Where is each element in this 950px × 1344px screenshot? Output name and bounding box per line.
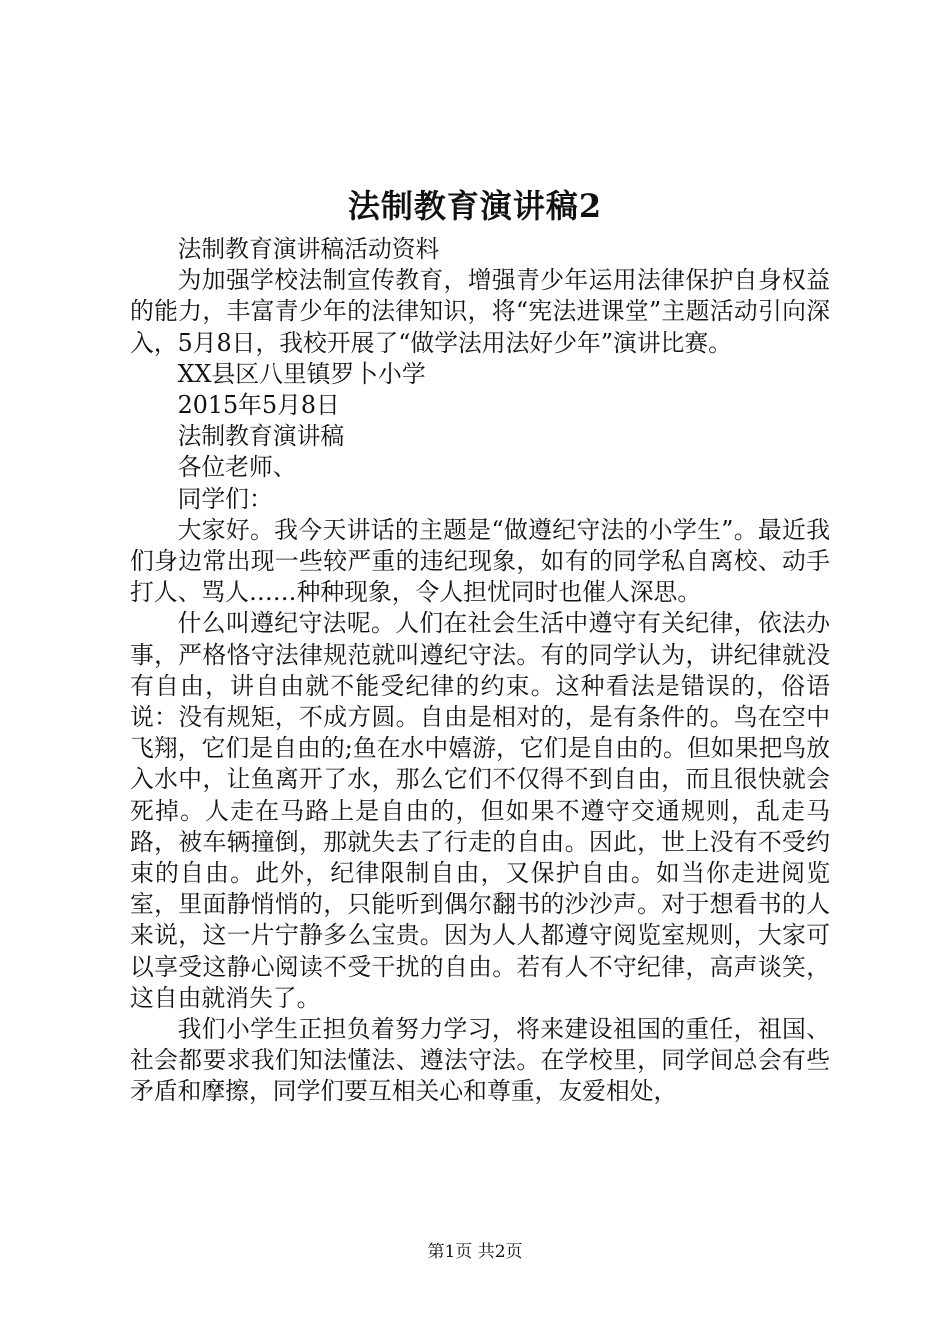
paragraph-intro: 为加强学校法制宣传教育，增强青少年运用法律保护自身权益的能力，丰富青少年的法律知识，将“宪法进课堂”主题活动引向深入，5月8日，我校开展了“做学法用法好少年”演讲比赛。 xyxy=(130,266,830,357)
paragraph-school: XX县区八里镇罗卜小学 xyxy=(177,359,426,388)
document-title: 法制教育演讲稿2 xyxy=(347,187,603,225)
paragraph-greeting: 大家好。我今天讲话的主题是“做遵纪守法的小学生”。最近我们身边常出现一些较严重的违纪现象，如有的同学私自离校、动手打人、骂人……种种现象，令人担忧同时也催人深思。 xyxy=(130,515,830,607)
paragraph-speech-title: 法制教育演讲稿 xyxy=(177,422,345,451)
paragraph-heading-activity: 法制教育演讲稿活动资料 xyxy=(177,235,440,263)
paragraph-responsibility: 我们小学生正担负着努力学习，将来建设祖国的重任，祖国、社会都要求我们知法懂法、遵法守法。在学校里，同学间总会有些矛盾和摩擦，同学们要互相关心和尊重，友爱相处， xyxy=(130,1015,830,1106)
paragraph-discipline: 什么叫遵纪守法呢。人们在社会生活中遵守有关纪律，依法办事，严格恪守法律规范就叫遵纪守法。有的同学认为，讲纪律就没有自由，讲自由就不能受纪律的约束。这种看法是错误的，俗语说：没有规矩，不成方圆。自由是相对的，是有条件的。鸟在空中飞翔，它们是自由的;鱼在水中嬉游，它们是自由的。但如果把鸟放入水中，让鱼离开了水，那么它们不仅得不到自由，而且很快就会死掉。人走在马路上是自由的，但如果不遵守交通规则，乱走马路，被车辆撞倒，那就失去了行走的自由。因此，世上没有不受约束的自由。此外，纪律限制自由，又保护自由。如当你走进阅览室，里面静悄悄的，只能听到偶尔翻书的沙沙声。对于想看书的人来说，这一片宁静多么宝贵。因为人人都遵守阅览室规则，大家可以享受这静心阅读不受干扰的自由。若有人不守纪律，高声谈笑，这自由就消失了。 xyxy=(130,609,830,1012)
paragraph-salutation-teachers: 各位老师、 xyxy=(177,453,297,482)
page-footer: 第1页 共2页 xyxy=(427,1242,523,1262)
paragraph-date: 2015年5月8日 xyxy=(177,391,340,420)
document-body xyxy=(130,234,830,1108)
paragraph-salutation-students: 同学们： xyxy=(177,484,273,513)
